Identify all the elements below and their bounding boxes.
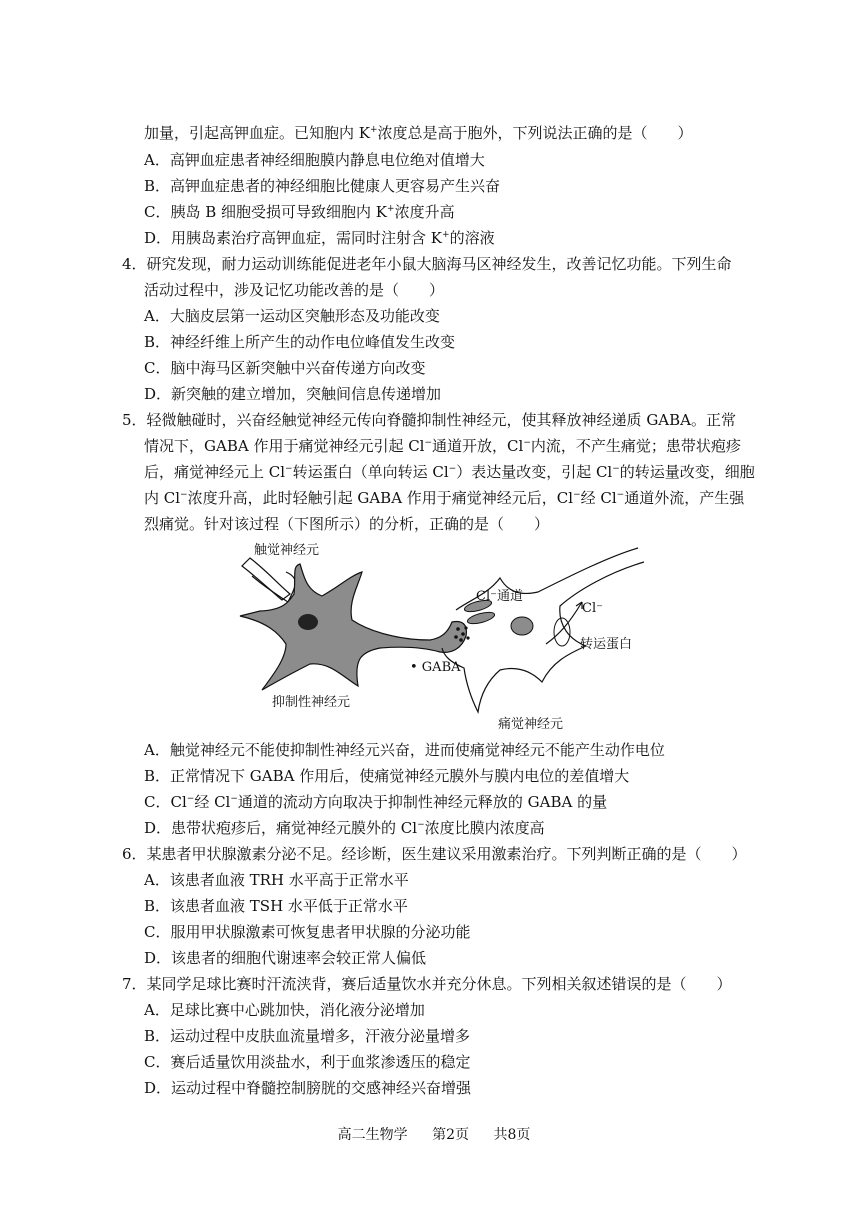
q7-option-a: A．足球比赛中心跳加快，消化液分泌增加 — [144, 1001, 425, 1019]
q6-option-c: C．服用甲状腺激素可恢复患者甲状腺的分泌功能 — [144, 923, 471, 941]
q7-stem: 7．某同学足球比赛时汗流浃背，赛后适量饮水并充分休息。下列相关叙述错误的是（ ） — [122, 975, 732, 993]
q5-option-d: D．患带状疱疹后，痛觉神经元膜外的 Cl−浓度比膜内浓度高 — [144, 819, 545, 837]
touch-neuron-axon — [242, 558, 290, 600]
label-cl-channel: Cl⁻通道 — [476, 589, 523, 604]
cl-channel-lower — [466, 610, 495, 626]
q7-option-d: D．运动过程中脊髓控制膀胱的交感神经兴奋增强 — [144, 1079, 472, 1097]
q6-option-b: B．该患者血液 TSH 水平低于正常水平 — [144, 897, 408, 915]
q6-option-d: D．该患者的细胞代谢速率会较正常人偏低 — [144, 949, 427, 967]
q5-option-b: B．正常情况下 GABA 作用后，使痛觉神经元膜外与膜内电位的差值增大 — [144, 767, 630, 785]
q5-stem-line-3: 后，痛觉神经元上 Cl−转运蛋白（单向转运 Cl−）表达量改变，引起 Cl−的转运量改变，细胞 — [144, 463, 755, 481]
q5-stem-line-5: 烈痛觉。针对该过程（下图所示）的分析，正确的是（ ） — [144, 515, 550, 533]
label-gaba: • GABA — [410, 660, 461, 675]
q3-stem-continuation: 加量，引起高钾血症。已知胞内 K+浓度总是高于胞外，下列说法正确的是（ ） — [144, 124, 693, 142]
inhibitory-nucleus — [298, 614, 318, 630]
neuron-diagram — [230, 536, 650, 736]
label-cl: Cl⁻ — [582, 601, 603, 616]
q5-stem-line-1: 5．轻微触碰时，兴奋经触觉神经元传向脊髓抑制性神经元，使其释放神经递质 GABA。正常 — [122, 411, 736, 429]
q4-option-b: B．神经纤维上所产生的动作电位峰值发生改变 — [144, 333, 456, 351]
footer-total: 共8页 — [493, 1127, 531, 1143]
pain-nucleus — [511, 617, 533, 635]
label-pain-neuron: 痛觉神经元 — [498, 717, 564, 732]
pain-neuron-body — [442, 548, 644, 712]
q5-stem-line-2: 情况下，GABA 作用于痛觉神经元引起 Cl−通道开放，Cl−内流，不产生痛觉；患带状疱疹 — [144, 437, 741, 455]
q3-option-a: A．高钾血症患者神经细胞膜内静息电位绝对值增大 — [144, 151, 485, 169]
q5-stem-line-4: 内 Cl−浓度升高，此时轻触引起 GABA 作用于痛觉神经元后，Cl−经 Cl−通道外流，产生强 — [144, 489, 745, 507]
q3-option-c: C．胰岛 B 细胞受损可导致细胞内 K+浓度升高 — [144, 203, 455, 221]
transporter-arrow — [546, 602, 582, 644]
footer-subject: 高二生物学 — [337, 1127, 408, 1143]
label-touch-neuron: 触觉神经元 — [254, 543, 320, 558]
label-transporter: 转运蛋白 — [580, 637, 633, 652]
q6-option-a: A．该患者血液 TRH 水平高于正常水平 — [144, 871, 409, 889]
q3-option-b: B．高钾血症患者的神经细胞比健康人更容易产生兴奋 — [144, 177, 501, 195]
q4-option-c: C．脑中海马区新突触中兴奋传递方向改变 — [144, 359, 426, 377]
q7-option-c: C．赛后适量饮用淡盐水，利于血浆渗透压的稳定 — [144, 1053, 471, 1071]
q4-stem-line-1: 4．研究发现，耐力运动训练能促进老年小鼠大脑海马区神经发生，改善记忆功能。下列生命 — [122, 255, 732, 273]
q6-stem: 6．某患者甲状腺激素分泌不足。经诊断，医生建议采用激素治疗。下列判断正确的是（ ） — [122, 845, 747, 863]
page-footer — [0, 1124, 868, 1144]
footer-page: 第2页 — [432, 1127, 469, 1143]
q4-stem-line-2: 活动过程中，涉及记忆功能改善的是（ ） — [144, 281, 445, 299]
q3-option-d: D．用胰岛素治疗高钾血症，需同时注射含 K+的溶液 — [144, 229, 495, 247]
q7-option-b: B．运动过程中皮肤血流量增多，汗液分泌量增多 — [144, 1027, 471, 1045]
q5-option-a: A．触觉神经元不能使抑制性神经元兴奋，进而使痛觉神经元不能产生动作电位 — [144, 741, 665, 759]
q4-option-d: D．新突触的建立增加，突触间信息传递增加 — [144, 385, 442, 403]
label-inhibitory-neuron: 抑制性神经元 — [272, 695, 351, 710]
q5-option-c: C．Cl−经 Cl−通道的流动方向取决于抑制性神经元释放的 GABA 的量 — [144, 793, 608, 811]
q4-option-a: A．大脑皮层第一运动区突触形态及功能改变 — [144, 307, 440, 325]
